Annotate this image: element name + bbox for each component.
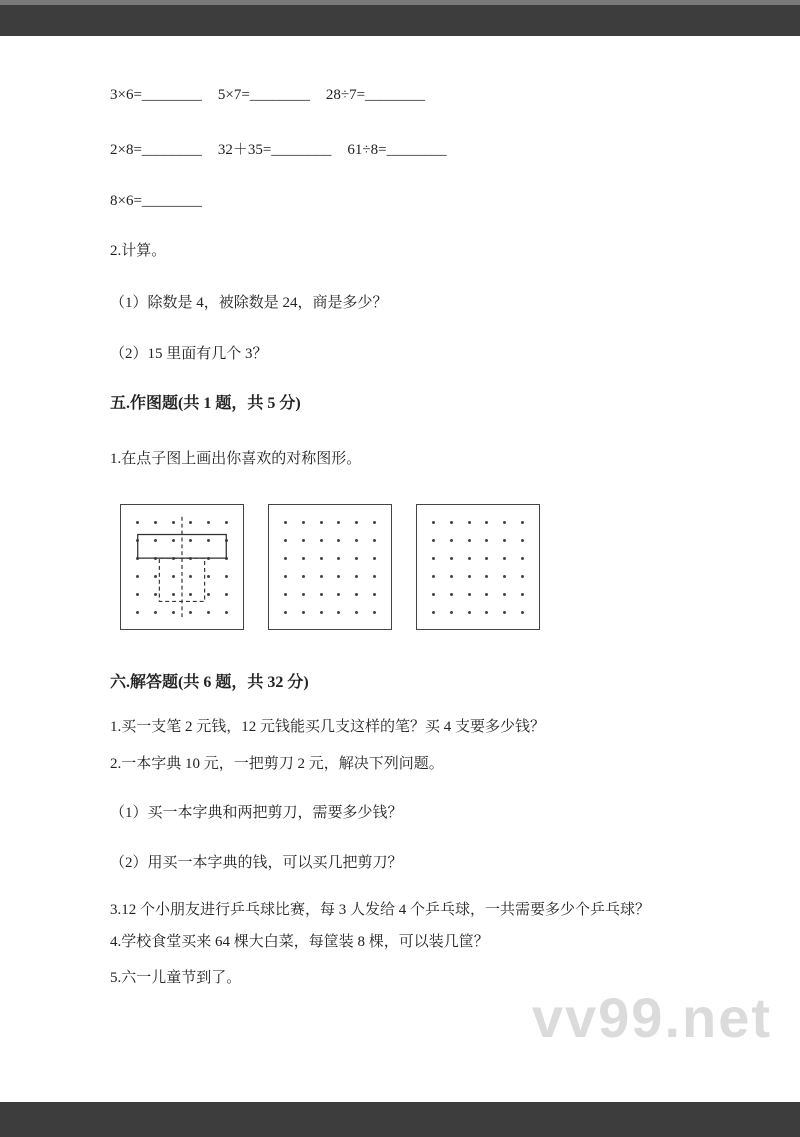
grid-dot (355, 611, 358, 614)
grid-dot (485, 593, 488, 596)
calc-item: （1）除数是 4，被除数是 24，商是多少？ (110, 295, 388, 311)
grid-dot (468, 593, 471, 596)
problem: 1.买一支笔 2 元钱，12 元钱能买几支这样的笔？买 4 支要多少钱？ (110, 719, 546, 735)
calc-item: （2）15 里面有几个 3？ (110, 346, 268, 362)
grid-dot (468, 521, 471, 524)
grid-dot (337, 521, 340, 524)
grid-dot (432, 575, 435, 578)
grid-dot (521, 593, 524, 596)
grid-dot (432, 539, 435, 542)
grid-dot (450, 539, 453, 542)
grid-dot (355, 593, 358, 596)
arithmetic-row (110, 190, 720, 212)
arithmetic-row (110, 84, 720, 106)
grid-dot (373, 539, 376, 542)
grid-dot (373, 611, 376, 614)
problem: 2.一本字典 10 元，一把剪刀 2 元，解决下列问题。 (110, 756, 444, 772)
dot-grid-box-1 (120, 504, 244, 630)
grid-dot (468, 557, 471, 560)
grid-dot (432, 557, 435, 560)
grid-dot (432, 611, 435, 614)
grid-dot (468, 539, 471, 542)
site-watermark: vv99.net (531, 986, 772, 1049)
grid-dot (337, 611, 340, 614)
equation-blank: 2×8=________ (110, 142, 202, 158)
grid-dot (320, 539, 323, 542)
grid-dot (320, 557, 323, 560)
grid-dot (373, 593, 376, 596)
grid-dot (302, 611, 305, 614)
grid-dot (468, 575, 471, 578)
grid-dot (337, 575, 340, 578)
grid-dot (521, 539, 524, 542)
grid-dot (450, 593, 453, 596)
bottom-toolbar-bar (0, 1102, 800, 1137)
equation-blank: 8×6=________ (110, 193, 202, 209)
grid-dot (521, 575, 524, 578)
grid-dot (485, 557, 488, 560)
grid-dot (284, 521, 287, 524)
equation-blank: 61÷8=________ (347, 142, 447, 158)
grid-dot (485, 539, 488, 542)
section5-heading: 五.作图题(共 1 题，共 5 分) (110, 395, 301, 412)
grid-dot (302, 521, 305, 524)
problem-subitem: （2）用买一本字典的钱，可以买几把剪刀？ (110, 855, 403, 871)
grid-dot (450, 521, 453, 524)
grid-dot (355, 557, 358, 560)
grid-dot (432, 521, 435, 524)
grid-dot (284, 557, 287, 560)
problem: 3.12 个小朋友进行乒乓球比赛，每 3 人发给 4 个乒乓球，一共需要多少个乒乓球？ (110, 902, 651, 918)
grid-dot (337, 557, 340, 560)
calc-section-title: 2.计算。 (110, 243, 167, 259)
grid-dot (355, 539, 358, 542)
grid-dot (284, 539, 287, 542)
grid-dot (302, 593, 305, 596)
page-content (0, 36, 800, 989)
grid-dot (450, 557, 453, 560)
grid-dot (521, 521, 524, 524)
grid-dot (302, 557, 305, 560)
grid-dot (521, 557, 524, 560)
grid-dot (503, 593, 506, 596)
grid-dot (320, 611, 323, 614)
grid-dot (373, 575, 376, 578)
grid-dot (284, 593, 287, 596)
grid-dot (521, 611, 524, 614)
problem: 4.学校食堂买来 64 棵大白菜，每筐装 8 棵，可以装几筐？ (110, 934, 489, 950)
grid-dot (284, 575, 287, 578)
top-toolbar-bar (0, 0, 800, 36)
problem: 5.六一儿童节到了。 (110, 970, 242, 986)
equation-blank: 5×7=________ (217, 87, 310, 103)
equation-blank: 3×6=________ (110, 87, 202, 103)
section5-instruction: 1.在点子图上画出你喜欢的对称图形。 (110, 451, 362, 467)
grid-dot (337, 593, 340, 596)
grid-dot (320, 521, 323, 524)
section6-heading: 六.解答题(共 6 题，共 32 分) (110, 674, 309, 691)
grid-dot (432, 593, 435, 596)
arithmetic-row (110, 139, 720, 161)
grid-dot (320, 575, 323, 578)
dot-grid-boxes (120, 504, 720, 630)
grid-dot (468, 611, 471, 614)
grid-dot (373, 521, 376, 524)
dot-grid (417, 505, 539, 629)
grid-dot (355, 521, 358, 524)
grid-dot (503, 575, 506, 578)
dot-grid (269, 505, 391, 629)
dot-grid-box-2 (268, 504, 392, 630)
symmetric-figure-drawing (121, 505, 243, 629)
dot-grid-box-3 (416, 504, 540, 630)
document-page (0, 36, 800, 1102)
equation-blank: 28÷7=________ (325, 87, 426, 103)
grid-dot (503, 539, 506, 542)
grid-dot (355, 575, 358, 578)
grid-dot (337, 539, 340, 542)
grid-dot (503, 611, 506, 614)
grid-dot (320, 593, 323, 596)
grid-dot (503, 521, 506, 524)
grid-dot (450, 575, 453, 578)
equation-blank: 32＋35=________ (217, 142, 332, 158)
grid-dot (485, 575, 488, 578)
grid-dot (302, 539, 305, 542)
grid-dot (485, 521, 488, 524)
grid-dot (503, 557, 506, 560)
grid-dot (485, 611, 488, 614)
grid-dot (373, 557, 376, 560)
grid-dot (284, 611, 287, 614)
problem-subitem: （1）买一本字典和两把剪刀，需要多少钱？ (110, 805, 403, 821)
grid-dot (450, 611, 453, 614)
grid-dot (302, 575, 305, 578)
